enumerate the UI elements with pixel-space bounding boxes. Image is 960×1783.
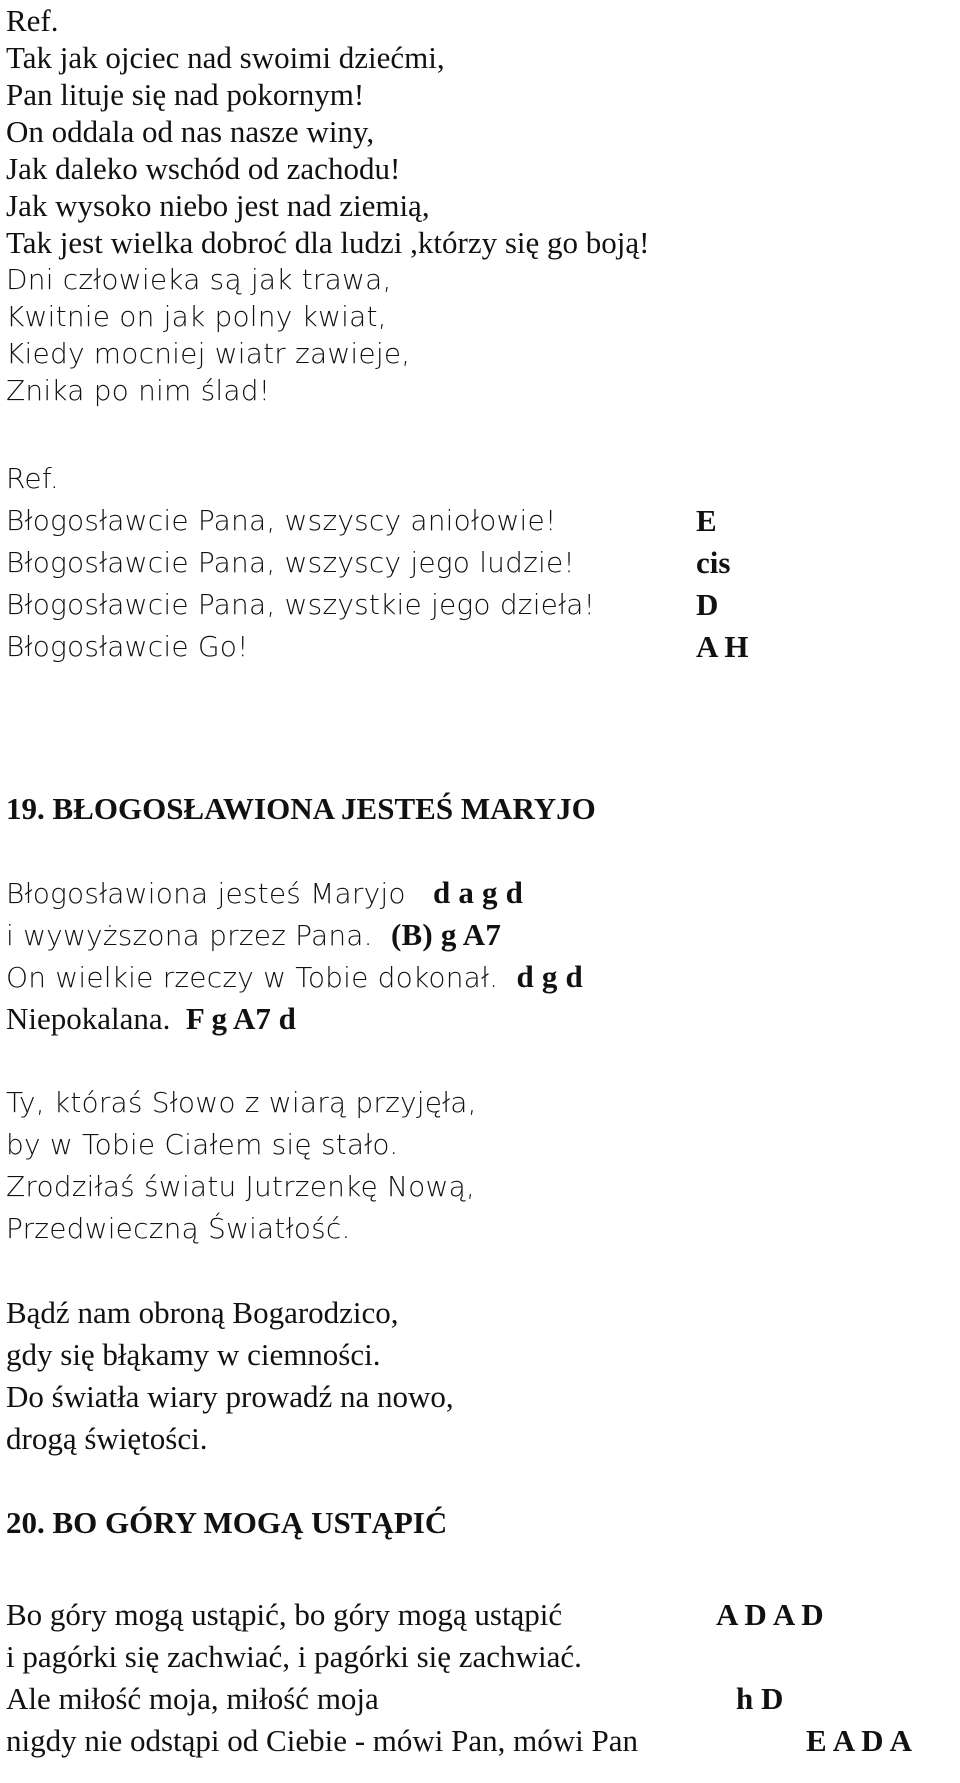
song-title: 20. BO GÓRY MOGĄ USTĄPIĆ	[6, 1505, 448, 1540]
chord-label: D	[696, 587, 719, 622]
stanza-line: Bądź nam obroną Bogarodzico,	[6, 1295, 399, 1330]
stanza-line: Przedwieczną Światłość.	[6, 1212, 351, 1245]
lyric-text: On wielkie rzeczy w Tobie dokonał.	[6, 961, 499, 994]
verse-line: Dni człowieka są jak trawa,	[6, 263, 392, 296]
verse-line: Jak wysoko niebo jest nad ziemią,	[6, 188, 430, 223]
verse-line: Tak jest wielka dobroć dla ludzi ,którzy się go boją!	[6, 225, 650, 260]
stanza-line	[6, 956, 583, 998]
verse-line: Jak daleko wschód od zachodu!	[6, 151, 401, 186]
chord-label: h D	[736, 1681, 784, 1716]
verse-line: Tak jak ojciec nad swoimi dziećmi,	[6, 40, 445, 75]
lyric-line: i pagórki się zachwiać, i pagórki się zachwiać.	[6, 1639, 582, 1674]
chord-label: F g A7 d	[185, 1001, 296, 1036]
chord-label: d a g d	[432, 875, 524, 910]
stanza-line	[6, 914, 501, 956]
chord-label: (B) g A7	[390, 917, 502, 952]
lyric-line: Bo góry mogą ustąpić, bo góry mogą ustąpić	[6, 1597, 563, 1632]
lyric-line: Ale miłość moja, miłość moja	[6, 1681, 379, 1716]
verse-line: Znika po nim ślad!	[6, 374, 271, 407]
lyric-line: nigdy nie odstąpi od Ciebie - mówi Pan, mówi Pan	[6, 1723, 639, 1758]
verse-line: Pan lituje się nad pokornym!	[6, 77, 365, 112]
chord-label: d g d	[516, 959, 583, 994]
stanza-line: Ty, któraś Słowo z wiarą przyjęła,	[6, 1086, 477, 1119]
stanza-line: Zrodziłaś światu Jutrzenkę Nową,	[6, 1170, 476, 1203]
stanza-line: Do światła wiary prowadź na nowo,	[6, 1379, 454, 1414]
lyric-text: Błogosławiona jesteś Maryjo	[6, 877, 406, 910]
ref-label-2: Ref.	[6, 462, 59, 495]
ref-label-1: Ref.	[6, 3, 59, 38]
refrain-line: Błogosławcie Go!	[6, 630, 249, 663]
stanza-line	[6, 998, 296, 1040]
song-title: 19. BŁOGOSŁAWIONA JESTEŚ MARYJO	[6, 791, 596, 826]
stanza-line: by w Tobie Ciałem się stało.	[6, 1128, 399, 1161]
stanza-line: drogą świętości.	[6, 1421, 208, 1456]
refrain-line: Błogosławcie Pana, wszyscy aniołowie!	[6, 504, 557, 537]
stanza-line	[6, 872, 523, 914]
stanza-line: gdy się błąkamy w ciemności.	[6, 1337, 381, 1372]
verse-line: On oddala od nas nasze winy,	[6, 114, 375, 149]
lyric-text: i wywyższona przez Pana.	[6, 919, 373, 952]
verse-line: Kwitnie on jak polny kwiat,	[6, 300, 387, 333]
chord-label: E A D A	[806, 1723, 912, 1758]
chord-label: A D A D	[716, 1597, 824, 1632]
chord-label: cis	[696, 545, 731, 580]
verse-line: Kiedy mocniej wiatr zawieje,	[6, 337, 411, 370]
refrain-line: Błogosławcie Pana, wszystkie jego dzieła!	[6, 588, 596, 621]
refrain-line: Błogosławcie Pana, wszyscy jego ludzie!	[6, 546, 575, 579]
lyric-text: Niepokalana.	[6, 1001, 171, 1036]
chord-label: E	[696, 503, 717, 538]
chord-label: A H	[696, 629, 749, 664]
